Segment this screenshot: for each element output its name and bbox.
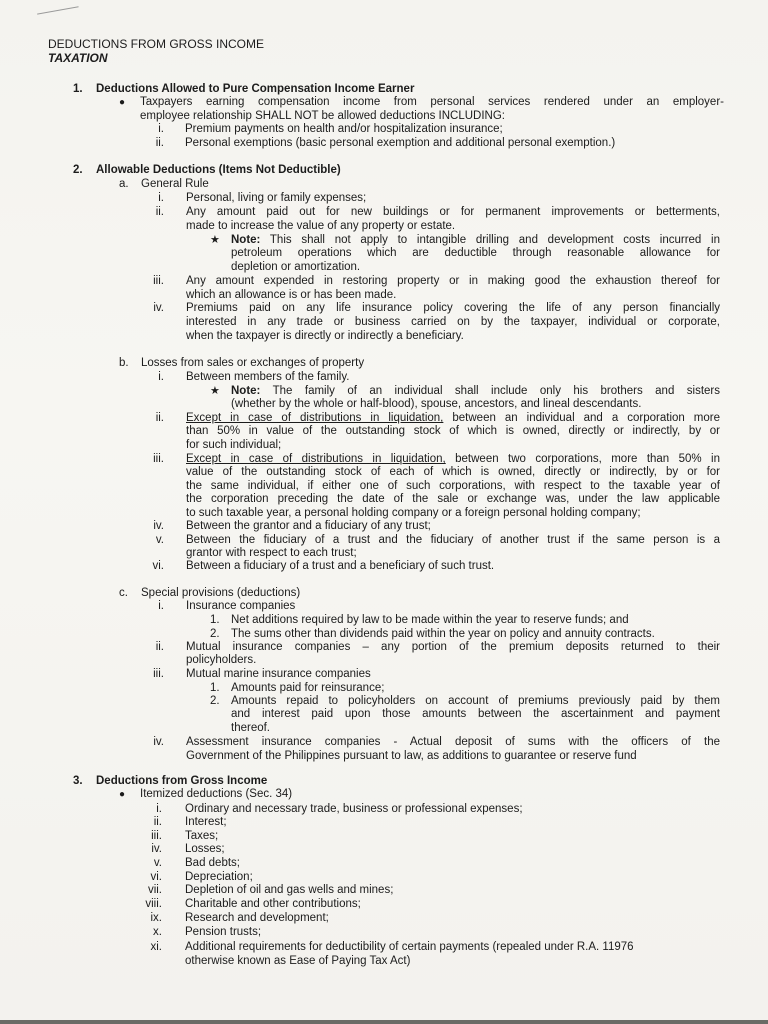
sub-item: Amounts paid for reinsurance; bbox=[231, 682, 385, 694]
subsection-title: Losses from sales or exchanges of property bbox=[141, 357, 365, 369]
note-text: The family of an individual shall include only his brothers and sisters bbox=[272, 385, 720, 397]
list-marker: ii. bbox=[155, 641, 164, 653]
document-title: DEDUCTIONS FROM GROSS INCOME bbox=[48, 37, 265, 51]
list-marker: ii. bbox=[155, 206, 164, 218]
item-line bbox=[186, 412, 720, 425]
list-item: which an allowance is or has been made. bbox=[186, 289, 397, 301]
note-line: (whether by the whole or half-blood), spouse, ancestors, and lineal descendants. bbox=[231, 398, 642, 411]
section-title: Deductions from Gross Income bbox=[96, 775, 268, 787]
list-item: Between members of the family. bbox=[186, 371, 350, 383]
list-marker: x. bbox=[153, 926, 162, 938]
list-item: Assessment insurance companies - Actual deposit of sums with the officers of the bbox=[186, 736, 720, 748]
list-item: otherwise known as Ease of Paying Tax Act) bbox=[185, 955, 411, 967]
list-marker: ii. bbox=[155, 137, 164, 149]
item-line: value of the outstanding stock of each of which is owned, directly or indirectly, by or for bbox=[186, 466, 720, 479]
document-subtitle: TAXATION bbox=[48, 51, 108, 65]
item-line: the corporation preceding the date of the sale or exchange was, under the law applicable bbox=[186, 493, 720, 506]
list-item: made to increase the value of any property or estate. bbox=[186, 220, 456, 232]
bullet-icon: ● bbox=[119, 97, 126, 108]
list-item: Insurance companies bbox=[186, 600, 296, 612]
list-marker: i. bbox=[158, 371, 164, 383]
item-line: and interest paid upon those amounts between the ascertainment and payment bbox=[231, 708, 720, 721]
list-marker: ix. bbox=[150, 912, 162, 924]
note-label: Note: bbox=[231, 234, 261, 246]
list-item: interested in any trade or business carried on by the taxpayer, individual or corporate, bbox=[186, 316, 720, 328]
underlined-phrase: Except in case of distributions in liquidation, bbox=[186, 453, 446, 465]
list-marker: vi. bbox=[152, 560, 164, 572]
item-line bbox=[186, 453, 720, 466]
list-marker: i. bbox=[158, 600, 164, 612]
star-icon: ★ bbox=[210, 234, 220, 246]
list-marker: ii. bbox=[155, 412, 164, 424]
sub-item: The sums other than dividends paid within the year on policy and annuity contracts. bbox=[231, 628, 655, 640]
list-marker: i. bbox=[158, 192, 164, 204]
list-marker: i. bbox=[158, 123, 164, 135]
list-item: Mutual insurance companies – any portion of the premium deposits returned to their bbox=[186, 641, 720, 653]
list-item: Mutual marine insurance companies bbox=[186, 668, 371, 680]
list-item: Between the grantor and a fiduciary of any trust; bbox=[186, 520, 431, 532]
list-marker: iv. bbox=[153, 520, 164, 532]
bullet-text: Itemized deductions (Sec. 34) bbox=[140, 788, 293, 800]
item-line: thereof. bbox=[231, 721, 270, 734]
list-item: Ordinary and necessary trade, business or professional expenses; bbox=[185, 803, 523, 815]
subsection-marker: b. bbox=[119, 357, 129, 369]
section-number: 1. bbox=[73, 83, 83, 95]
list-item: Personal, living or family expenses; bbox=[186, 192, 367, 204]
section-title: Allowable Deductions (Items Not Deductible) bbox=[96, 164, 341, 176]
note-line bbox=[231, 234, 720, 247]
list-item bbox=[186, 453, 720, 520]
page-edge bbox=[0, 1020, 768, 1024]
list-item: grantor with respect to each trust; bbox=[186, 547, 357, 559]
list-marker: iii. bbox=[151, 830, 162, 842]
list-item: Premiums paid on any life insurance policy covering the life of any person financially bbox=[186, 302, 720, 314]
list-marker: vii. bbox=[147, 884, 162, 896]
item-line: than 50% in value of the outstanding stock of which is owned, directly or indirectly, by or bbox=[186, 425, 720, 438]
subsection-title: General Rule bbox=[141, 178, 209, 190]
list-item: Depreciation; bbox=[185, 871, 253, 883]
list-item: Any amount expended in restoring property or in making good the exhaustion thereof for bbox=[186, 275, 720, 287]
list-item: policyholders. bbox=[186, 654, 257, 666]
underlined-phrase: Except in case of distributions in liquidation, bbox=[186, 412, 444, 424]
section-number: 2. bbox=[73, 164, 83, 176]
list-marker: ii. bbox=[153, 816, 162, 828]
sub-item bbox=[231, 695, 720, 735]
list-item: Losses; bbox=[185, 843, 225, 855]
list-marker: iv. bbox=[151, 843, 162, 855]
list-item: Depletion of oil and gas wells and mines; bbox=[185, 884, 394, 896]
list-item: Taxes; bbox=[185, 830, 219, 842]
list-item: Additional requirements for deductibility of certain payments (repealed under R.A. 11976 bbox=[185, 941, 634, 953]
item-text: between two corporations, more than 50% in bbox=[445, 453, 720, 465]
item-line: Amounts repaid to policyholders on account of premiums previously paid by them bbox=[231, 695, 720, 707]
list-marker: v. bbox=[155, 534, 164, 546]
list-marker: viii. bbox=[145, 898, 162, 910]
section-title: Deductions Allowed to Pure Compensation Income Earner bbox=[96, 83, 415, 95]
list-marker: i. bbox=[156, 803, 162, 815]
note bbox=[231, 234, 720, 274]
star-icon: ★ bbox=[210, 385, 220, 397]
item-line: for such individual; bbox=[186, 438, 282, 451]
item-line: to such taxable year, a personal holding company or a foreign personal holding company; bbox=[186, 506, 641, 519]
note-line: petroleum operations which are deductible through reasonable allowance for bbox=[231, 247, 720, 260]
sub-marker: 2. bbox=[210, 628, 220, 640]
list-item: Between the fiduciary of a trust and the fiduciary of another trust if the same person is a bbox=[186, 534, 720, 546]
list-marker: iv. bbox=[153, 736, 164, 748]
sub-item: Net additions required by law to be made within the year to reserve funds; and bbox=[231, 614, 629, 626]
list-item: Personal exemptions (basic personal exemption and additional personal exemption.) bbox=[185, 137, 616, 149]
list-item bbox=[186, 412, 720, 452]
subsection-marker: a. bbox=[119, 178, 129, 190]
paragraph-line: Taxpayers earning compensation income from personal services rendered under an employer- bbox=[140, 96, 724, 108]
list-item: Interest; bbox=[185, 816, 227, 828]
list-item: Pension trusts; bbox=[185, 926, 262, 938]
note-line bbox=[231, 385, 720, 398]
subsection-title: Special provisions (deductions) bbox=[141, 587, 301, 599]
subsection-marker: c. bbox=[119, 587, 128, 599]
list-item: Any amount paid out for new buildings or for permanent improvements or betterments, bbox=[186, 206, 720, 218]
note-label: Note: bbox=[231, 385, 261, 397]
note-line: depletion or amortization. bbox=[231, 260, 361, 273]
sub-marker: 2. bbox=[210, 695, 220, 707]
paragraph-line: employee relationship SHALL NOT be allowed deductions INCLUDING: bbox=[140, 110, 505, 122]
note-text: This shall not apply to intangible drilling and development costs incurred in bbox=[269, 234, 720, 246]
list-item: Research and development; bbox=[185, 912, 329, 924]
list-item: Charitable and other contributions; bbox=[185, 898, 361, 910]
bullet-icon: ● bbox=[119, 789, 126, 800]
sub-marker: 1. bbox=[210, 614, 220, 626]
list-marker: v. bbox=[153, 857, 162, 869]
list-marker: iii. bbox=[153, 275, 164, 287]
sub-marker: 1. bbox=[210, 682, 220, 694]
list-marker: iii. bbox=[153, 453, 164, 465]
list-item: Premium payments on health and/or hospitalization insurance; bbox=[185, 123, 503, 135]
list-marker: xi. bbox=[150, 941, 162, 953]
list-item: Between a fiduciary of a trust and a beneficiary of such trust. bbox=[186, 560, 495, 572]
list-item: Bad debts; bbox=[185, 857, 240, 869]
list-marker: iv. bbox=[153, 302, 164, 314]
list-item: Government of the Philippines pursuant to law, as additions to guarantee or reserve fund bbox=[186, 750, 637, 762]
list-item: when the taxpayer is directly or indirectly a beneficiary. bbox=[186, 330, 464, 342]
list-marker: iii. bbox=[153, 668, 164, 680]
item-text: between an individual and a corporation more bbox=[443, 412, 720, 424]
pen-mark bbox=[35, 0, 78, 15]
list-marker: vi. bbox=[150, 871, 162, 883]
section-number: 3. bbox=[73, 775, 83, 787]
item-line: the same individual, if either one of such corporations, with respect to the taxable year of bbox=[186, 479, 720, 492]
note bbox=[231, 385, 720, 412]
